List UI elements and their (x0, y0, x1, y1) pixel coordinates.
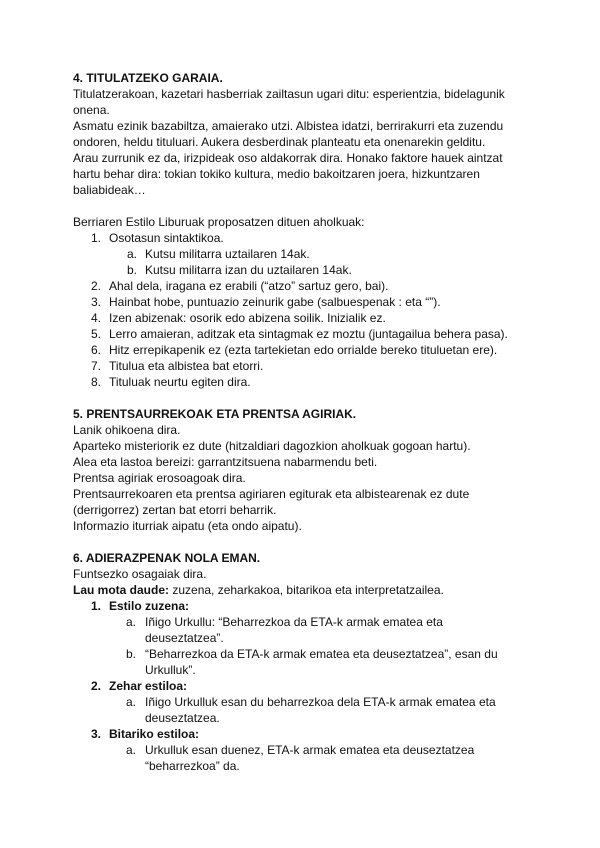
list-marker: a. (126, 615, 137, 629)
example-line: Iñigo Urkullu: “Beharrezkoa da ETA-k armak ematea eta (145, 615, 443, 629)
list-marker: a. (126, 743, 137, 757)
section-5-heading: 5. PRENTSAURREKOAK ETA PRENTSA AGIRIAK. (73, 407, 357, 421)
list-marker: 3. (91, 295, 102, 309)
list-marker: b. (127, 263, 138, 277)
paragraph-line: Arau zurrunik ez da, irizpideak oso aldakorrak dira. Honako faktore hauek aintzat (73, 151, 503, 165)
style-title-text: Zehar estiloa: (109, 679, 188, 693)
body-line: Alea eta lastoa bereizi: garrantzitsuena nabarmendu beti. (73, 455, 378, 469)
example-line: Urkulluk”. (145, 663, 196, 677)
list-marker: 5. (91, 327, 102, 341)
list-marker: 3. (91, 727, 102, 741)
example-item (73, 646, 533, 678)
body-line: Lanik ohikoena dira. (73, 423, 181, 437)
body-line: Funtsezko osagaiak dira. (73, 567, 207, 581)
paragraph-line: hartu behar dira: tokian tokiko kultura, medio bakoitzaren joera, hizkuntzaren (73, 167, 480, 181)
paragraph-line: onena. (73, 103, 110, 117)
example-item (73, 694, 533, 726)
example-line: Iñigo Urkulluk esan du beharrezkoa dela ETA-k armak ematea eta (145, 695, 496, 709)
list-marker: b. (126, 647, 137, 661)
paragraph-line: Asmatu ezinik bazabiltza, amaierako utzi. Albistea idatzi, berrirakurri eta zuzendu (73, 119, 504, 133)
style-guide-list (73, 230, 533, 390)
list-item (73, 246, 533, 262)
body-line: Prentsa agiriak erosoagoak dira. (73, 471, 246, 485)
list-marker: a. (127, 247, 138, 261)
example-line: Urkulluk esan duenez, ETA-k armak ematea eta deuseztatzea (145, 743, 475, 757)
body-line: Informazio iturriak aipatu (eta ondo aipatu). (73, 519, 302, 533)
list-item (73, 310, 533, 326)
list-item-text: Osotasun sintaktikoa. (109, 231, 224, 245)
list-item (73, 294, 533, 310)
list-marker: 2. (91, 679, 102, 693)
section-5-body (73, 422, 533, 534)
list-marker: 8. (91, 375, 102, 389)
example-line: “beharrezkoa” da. (145, 759, 240, 773)
example-line: deuseztatzea”. (145, 631, 224, 645)
paragraph-line: Titulatzerakoan, kazetari hasberriak zailtasun ugari ditu: esperientzia, bidelagunik (73, 87, 505, 101)
section-4-heading: 4. TITULATZEKO GARAIA. (73, 71, 223, 85)
list-item (73, 326, 533, 342)
style-title-text: Estilo zuzena: (109, 599, 190, 613)
list-item (73, 374, 533, 390)
section-6-heading: 6. ADIERAZPENAK NOLA EMAN. (73, 551, 261, 565)
style-title-text: Bitariko estiloa: (109, 727, 200, 741)
list-item-text: Izen abizenak: osorik edo abizena soilik. Inizialik ez. (109, 311, 386, 325)
list-marker: 1. (91, 599, 102, 613)
list-item-text: Titulua eta albistea bat etorri. (109, 359, 264, 373)
list-marker: 2. (91, 279, 102, 293)
list-item (73, 358, 533, 374)
types-text: zuzena, zeharkakoa, bitarikoa eta interpretatzailea. (169, 583, 444, 597)
example-item (73, 742, 533, 774)
types-label: Lau mota daude: (73, 583, 170, 597)
styles-list (73, 598, 533, 774)
paragraph-line: ondoren, heldu tituluari. Aukera desberdinak planteatu eta onenarekin gelditu. (73, 135, 486, 149)
list-marker: 1. (91, 231, 102, 245)
list-marker: a. (126, 695, 137, 709)
list-item-text: Tituluak neurtu egiten dira. (109, 375, 251, 389)
list-item-text: Ahal dela, iragana ez erabili (“atzo” sartuz gero, bai). (109, 279, 389, 293)
list-marker: 4. (91, 311, 102, 325)
list-intro: Berriaren Estilo Liburuak proposatzen dituen aholkuak: (73, 215, 365, 229)
types-line (73, 582, 533, 598)
document-page (73, 70, 533, 774)
list-marker: 6. (91, 343, 102, 357)
list-item (73, 342, 533, 358)
section-4-paragraph (73, 86, 533, 198)
style-title (73, 598, 533, 614)
list-item-text: Lerro amaieran, aditzak eta sintagmak ez moztu (juntagailua behera pasa). (109, 327, 508, 341)
body-line: Prentsaurrekoaren eta prentsa agiriaren egiturak eta albistearenak ez dute (73, 487, 470, 501)
body-line: Aparteko misteriorik ez dute (hitzaldiari dagozkion aholkuak gogoan hartu). (73, 439, 471, 453)
list-item-text: Hitz errepikapenik ez (ezta tartekietan edo orrialde bereko tituluetan ere). (109, 343, 498, 357)
example-item (73, 614, 533, 646)
list-marker: 7. (91, 359, 102, 373)
list-item-text: Kutsu militarra izan du uztailaren 14ak. (145, 263, 352, 277)
example-line: “Beharrezkoa da ETA-k armak ematea eta deuseztatzea”, esan du (145, 647, 498, 661)
list-item (73, 262, 533, 278)
paragraph-line: baliabideak… (73, 183, 146, 197)
style-title (73, 726, 533, 742)
example-line: deuseztatzea. (145, 711, 220, 725)
style-title (73, 678, 533, 694)
list-item (73, 278, 533, 294)
list-item (73, 230, 533, 246)
list-item-text: Hainbat hobe, puntuazio zeinurik gabe (salbuespenak : eta “”). (109, 295, 441, 309)
list-item-text: Kutsu militarra uztailaren 14ak. (145, 247, 310, 261)
body-line: (derrigorrez) zertan bat etorri beharrik. (73, 503, 277, 517)
